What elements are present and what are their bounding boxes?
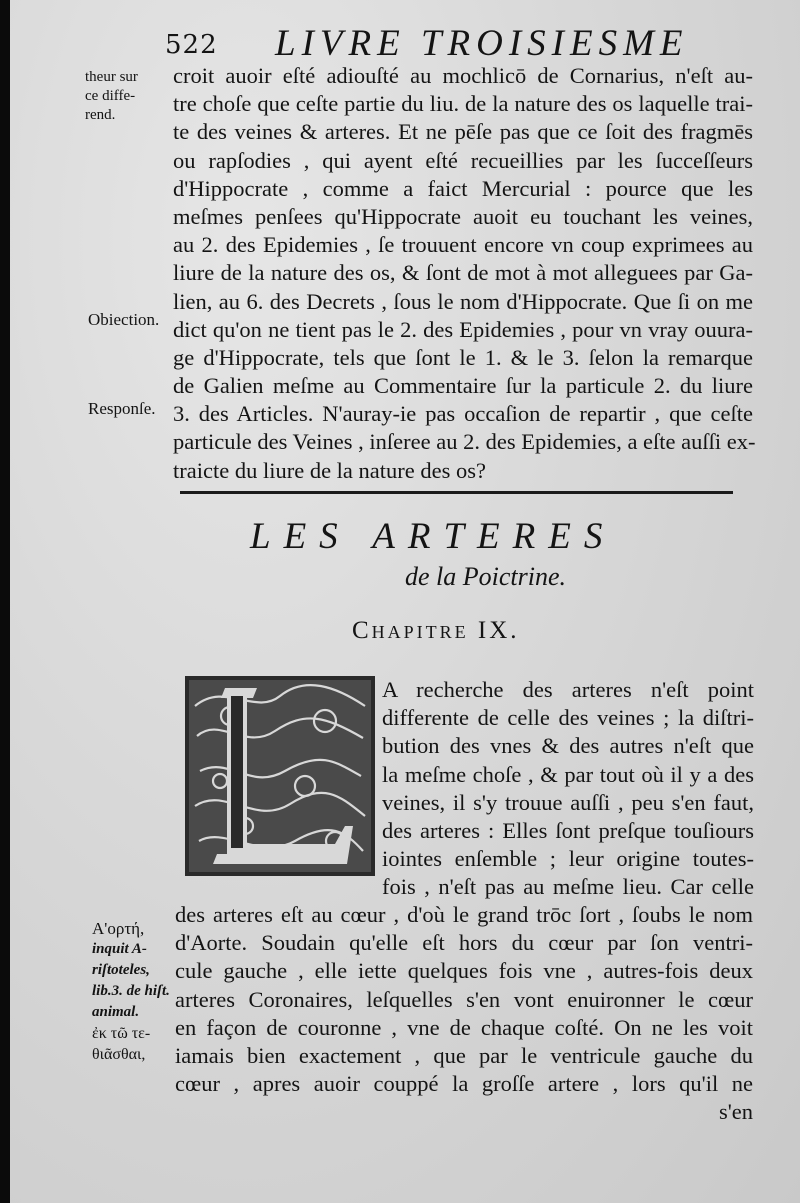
text-line: de Galien meſme au Commentaire ſur la particule 2. du liure (173, 373, 753, 399)
text-line: iamais bien exactement , que par le ventricule gauche du (175, 1042, 753, 1068)
margin-note-1 (85, 68, 165, 125)
margin-note-line: ce diffe- (85, 88, 136, 104)
margin-note-response: Responſe. (88, 399, 156, 418)
page-number: 522 (165, 30, 218, 60)
text-line: des arteres : Elles ſont preſque touſiours (382, 817, 754, 843)
catchword: s'en (718, 1099, 753, 1125)
body-text-chapter (382, 676, 754, 902)
text-line: differente de celle des veines ; la diſtri- (382, 705, 754, 731)
text-line: en façon de couronne , vne de chaque coſté. On ne les voit (175, 1014, 753, 1040)
text-line: veines, il s'y trouue auſſi , peu s'en faut, (382, 789, 754, 815)
text-line: liure de la nature des os, & ſont de mot à mot alleguees par Ga- (173, 260, 753, 286)
text-line: des arteres eſt au cœur , d'où le grand trōc ſort , ſoubs le nom (175, 902, 753, 927)
text-line: d'Hippocrate , comme a faict Mercurial : pource que les (173, 175, 753, 201)
body-text-top (173, 62, 756, 485)
margin-note-line: lib.3. de hiſt. (92, 983, 170, 999)
text-line: iointes enſemble ; leur origine toutes- (382, 846, 754, 872)
margin-note-line: animal. (92, 1004, 140, 1020)
section-subtitle: de la Poictrine. (405, 562, 567, 591)
text-line: la meſme choſe , & par tout où il y a des (382, 761, 754, 787)
text-line: te des veines & arteres. Et ne pēſe pas que ce ſoit des fragmēs (173, 119, 753, 145)
text-line: meſmes penſees qu'Hippocrate auoit eu touchant les veines, (173, 203, 753, 229)
text-line: A recherche des arteres n'eſt point (382, 677, 754, 702)
section-rule (180, 491, 733, 494)
text-line: particule des Veines , inſeree au 2. des Epidemies, a eſte auſſi ex- (173, 429, 756, 455)
text-line: cule gauche , elle iette quelques fois vne , autres-fois deux (175, 958, 753, 984)
margin-note-objection: Obiection. (88, 310, 160, 329)
text-line: au 2. des Epidemies , ſe trouuent encore vn coup exprimees au (173, 232, 753, 258)
text-line: fois , n'eſt pas au meſme lieu. Car celle (382, 874, 754, 900)
body-text-bottom (175, 901, 753, 1127)
ornamental-initial-image (185, 676, 375, 876)
margin-note-line: rend. (85, 107, 116, 123)
text-line: cœur , apres auoir couppé la groſſe artere , lors qu'il ne (175, 1071, 753, 1097)
text-line: dict qu'on ne tient pas le 2. des Epidemies , pour vn vray ouura- (173, 316, 753, 342)
margin-note-line: ἐκ τῶ τε- (92, 1025, 151, 1042)
text-line: arteres Coronaires, leſquelles s'en vont enuironner le cœur (175, 986, 753, 1012)
margin-note-line: A'ορτή, (92, 919, 145, 938)
text-line: ou rapſodies , qui ayent eſté recueillies par les ſucceſſeurs (173, 147, 753, 173)
book-page (10, 0, 800, 1203)
margin-note-line: θιᾶσθαι, (92, 1046, 146, 1063)
text-line: ge d'Hippocrate, tels que ſont le 1. & le 3. ſelon la remarque (173, 344, 753, 370)
section-title: LES ARTERES (250, 516, 616, 557)
text-line: croit auoir eſté adiouſté au mochlicō de Cornarius, n'eſt au- (173, 63, 753, 88)
text-line: bution des vnes & des autres n'eſt que (382, 733, 754, 759)
text-line: tre choſe que ceſte partie du liu. de la nature des os laquelle trai- (173, 91, 753, 117)
text-line: lien, au 6. des Decrets , ſous le nom d'Hippocrate. Que ſi on me (173, 288, 753, 314)
chapter-heading: Chapitre IX. (352, 617, 520, 644)
ornamental-initial (185, 676, 375, 876)
margin-note-line: theur sur (85, 69, 138, 85)
text-line: d'Aorte. Soudain qu'elle eſt hors du cœur par ſon ventri- (175, 930, 753, 956)
text-line: traicte du liure de la nature des os? (173, 457, 486, 483)
margin-note-greek (92, 918, 172, 1065)
margin-note-line: inquit A- (92, 941, 147, 957)
margin-note-line: riſtoteles, (92, 962, 150, 978)
running-head: LIVRE TROISIESME (275, 23, 689, 64)
text-line: 3. des Articles. N'auray-ie pas occaſion de repartir , que ceſte (173, 401, 753, 427)
